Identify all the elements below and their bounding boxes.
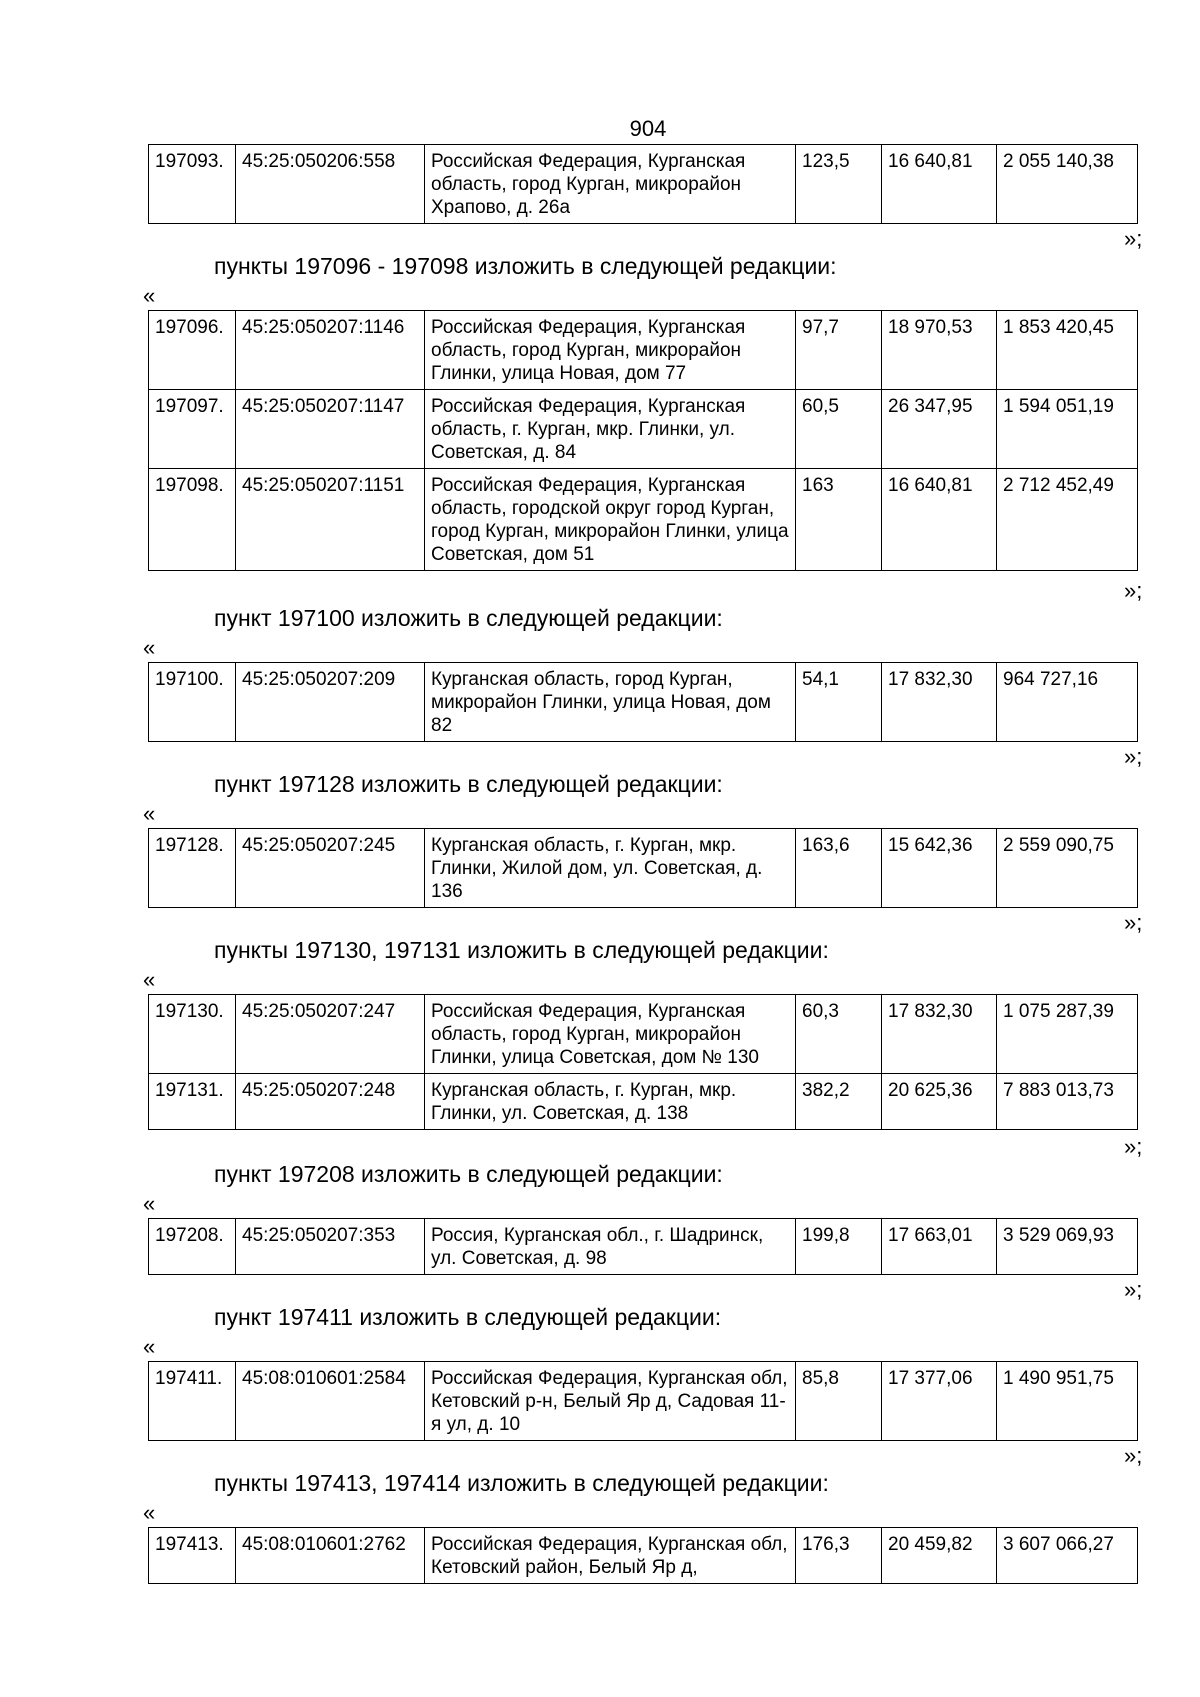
registry-table: [148, 144, 1138, 224]
close-quote: »;: [1124, 578, 1143, 603]
cell-cadastral-value: 2 559 090,75: [997, 829, 1138, 908]
cell-rate: 17 832,30: [882, 663, 997, 742]
cell-address: Курганская область, г. Курган, мкр. Глинки, Жилой дом, ул. Советская, д. 136: [425, 829, 796, 908]
table-row: [149, 1074, 1138, 1130]
cell-area: 123,5: [796, 145, 882, 224]
close-quote: »;: [1124, 1443, 1143, 1468]
open-quote: «: [143, 283, 156, 308]
cell-rate: 26 347,95: [882, 390, 997, 469]
instruction-text: пункты 197130, 197131 изложить в следующей редакции:: [214, 937, 829, 963]
cell-cadastral-number: 45:25:050207:1146: [236, 311, 425, 390]
cell-cadastral-number: 45:25:050207:248: [236, 1074, 425, 1130]
cell-cadastral-number: 45:25:050207:353: [236, 1219, 425, 1275]
cell-cadastral-value: 1 853 420,45: [997, 311, 1138, 390]
cell-area: 163: [796, 469, 882, 571]
cell-cadastral-value: 964 727,16: [997, 663, 1138, 742]
cell-cadastral-number: 45:25:050207:1151: [236, 469, 425, 571]
cell-address: Курганская область, г. Курган, мкр. Глинки, ул. Советская, д. 138: [425, 1074, 796, 1130]
cell-cadastral-number: 45:25:050207:245: [236, 829, 425, 908]
cell-address: Российская Федерация, Курганская область, город Курган, микрорайон Храпово, д. 26а: [425, 145, 796, 224]
cell-rate: 15 642,36: [882, 829, 997, 908]
cell-rate: 17 663,01: [882, 1219, 997, 1275]
cell-cadastral-value: 7 883 013,73: [997, 1074, 1138, 1130]
cell-cadastral-value: 2 712 452,49: [997, 469, 1138, 571]
cell-rate: 20 459,82: [882, 1528, 997, 1584]
close-quote: »;: [1124, 744, 1143, 769]
table-row: [149, 1528, 1138, 1584]
registry-table: [148, 1527, 1138, 1584]
cell-address: Российская Федерация, Курганская область, город Курган, микрорайон Глинки, улица Советская, дом № 130: [425, 995, 796, 1074]
table-row: [149, 145, 1138, 224]
cell-area: 60,5: [796, 390, 882, 469]
cell-rate: 17 832,30: [882, 995, 997, 1074]
cell-number: 197096.: [149, 311, 236, 390]
cell-number: 197208.: [149, 1219, 236, 1275]
table-row: [149, 469, 1138, 571]
instruction-text: пункт 197128 изложить в следующей редакции:: [214, 771, 723, 797]
cell-address: Российская Федерация, Курганская обл, Кетовский р-н, Белый Яр д, Садовая 11-я ул, д. 10: [425, 1362, 796, 1441]
page-number: 904: [629, 116, 667, 141]
cell-cadastral-value: 1 490 951,75: [997, 1362, 1138, 1441]
cell-area: 85,8: [796, 1362, 882, 1441]
cell-cadastral-number: 45:08:010601:2762: [236, 1528, 425, 1584]
instruction-text: пункт 197411 изложить в следующей редакции:: [214, 1304, 722, 1330]
cell-cadastral-value: 3 529 069,93: [997, 1219, 1138, 1275]
registry-table: [148, 662, 1138, 742]
table-row: [149, 390, 1138, 469]
cell-cadastral-value: 1 075 287,39: [997, 995, 1138, 1074]
cell-number: 197093.: [149, 145, 236, 224]
cell-rate: 18 970,53: [882, 311, 997, 390]
instruction-text: пункт 197100 изложить в следующей редакции:: [214, 605, 723, 631]
open-quote: «: [143, 1191, 156, 1216]
cell-number: 197131.: [149, 1074, 236, 1130]
cell-address: Российская Федерация, Курганская область, город Курган, микрорайон Глинки, улица Новая, дом 77: [425, 311, 796, 390]
cell-address: Российская Федерация, Курганская область, г. Курган, мкр. Глинки, ул. Советская, д. 84: [425, 390, 796, 469]
cell-rate: 17 377,06: [882, 1362, 997, 1441]
table-row: [149, 1362, 1138, 1441]
cell-number: 197411.: [149, 1362, 236, 1441]
table-row: [149, 663, 1138, 742]
close-quote: »;: [1124, 1277, 1143, 1302]
open-quote: «: [143, 967, 156, 992]
instruction-text: пункты 197096 - 197098 изложить в следующей редакции:: [214, 253, 837, 279]
cell-area: 199,8: [796, 1219, 882, 1275]
cell-rate: 16 640,81: [882, 469, 997, 571]
cell-area: 176,3: [796, 1528, 882, 1584]
cell-address: Курганская область, город Курган, микрорайон Глинки, улица Новая, дом 82: [425, 663, 796, 742]
cell-rate: 16 640,81: [882, 145, 997, 224]
registry-table: [148, 310, 1138, 571]
cell-cadastral-number: 45:08:010601:2584: [236, 1362, 425, 1441]
registry-table: [148, 828, 1138, 908]
cell-address: Россия, Курганская обл., г. Шадринск, ул. Советская, д. 98: [425, 1219, 796, 1275]
table-row: [149, 311, 1138, 390]
cell-area: 60,3: [796, 995, 882, 1074]
cell-cadastral-number: 45:25:050207:209: [236, 663, 425, 742]
cell-number: 197100.: [149, 663, 236, 742]
close-quote: »;: [1124, 910, 1143, 935]
close-quote: »;: [1124, 226, 1143, 251]
instruction-text: пункты 197413, 197414 изложить в следующей редакции:: [214, 1470, 829, 1496]
open-quote: «: [143, 1334, 156, 1359]
open-quote: «: [143, 1500, 156, 1525]
cell-area: 382,2: [796, 1074, 882, 1130]
registry-table: [148, 994, 1138, 1130]
cell-number: 197098.: [149, 469, 236, 571]
table-row: [149, 829, 1138, 908]
cell-number: 197128.: [149, 829, 236, 908]
cell-area: 97,7: [796, 311, 882, 390]
cell-address: Российская Федерация, Курганская обл, Кетовский район, Белый Яр д,: [425, 1528, 796, 1584]
instruction-text: пункт 197208 изложить в следующей редакции:: [214, 1161, 723, 1187]
cell-address: Российская Федерация, Курганская область, городской округ город Курган, город Курган, микрорайон Глинки, улица Советская, дом 51: [425, 469, 796, 571]
cell-cadastral-value: 3 607 066,27: [997, 1528, 1138, 1584]
cell-area: 54,1: [796, 663, 882, 742]
cell-cadastral-number: 45:25:050206:558: [236, 145, 425, 224]
cell-number: 197413.: [149, 1528, 236, 1584]
cell-cadastral-number: 45:25:050207:1147: [236, 390, 425, 469]
cell-rate: 20 625,36: [882, 1074, 997, 1130]
cell-cadastral-number: 45:25:050207:247: [236, 995, 425, 1074]
registry-table: [148, 1218, 1138, 1275]
table-row: [149, 1219, 1138, 1275]
registry-table: [148, 1361, 1138, 1441]
cell-cadastral-value: 1 594 051,19: [997, 390, 1138, 469]
cell-area: 163,6: [796, 829, 882, 908]
cell-number: 197130.: [149, 995, 236, 1074]
table-row: [149, 995, 1138, 1074]
cell-number: 197097.: [149, 390, 236, 469]
cell-cadastral-value: 2 055 140,38: [997, 145, 1138, 224]
close-quote: »;: [1124, 1134, 1143, 1159]
open-quote: «: [143, 801, 156, 826]
open-quote: «: [143, 635, 156, 660]
